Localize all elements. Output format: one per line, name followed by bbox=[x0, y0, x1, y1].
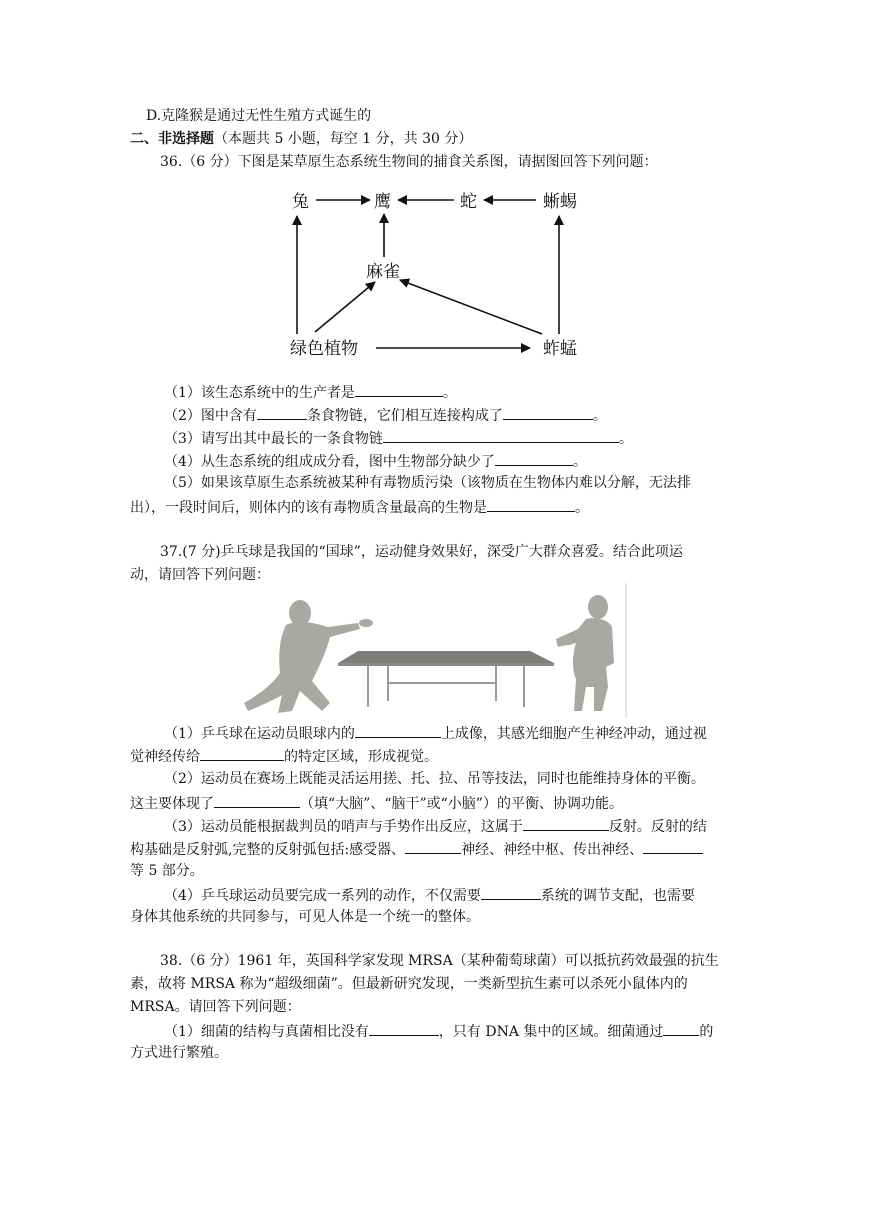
section-note: （本题共 5 小题，每空 1 分，共 30 分） bbox=[214, 131, 473, 147]
food-web-diagram bbox=[270, 182, 610, 367]
section-heading bbox=[130, 130, 472, 148]
answer-blank[interactable] bbox=[369, 1021, 439, 1036]
q38-sub1-line1: （1）细菌的结构与真菌相比没有 ，只有 DNA 集中的区域。细菌通过 的 bbox=[164, 1021, 713, 1041]
answer-blank[interactable] bbox=[643, 839, 703, 854]
q38-sub1-line2: 方式进行繁殖。 bbox=[130, 1045, 228, 1061]
node-snake: 蛇 bbox=[460, 192, 477, 212]
q38-stem-line2: 素，故将 MRSA 称为“超级细菌”。但最新研究发现，一类新型抗生素可以杀死小鼠体内的 bbox=[130, 976, 688, 992]
q36-sub3: （3）请写出其中最长的一条食物链 。 bbox=[164, 428, 633, 448]
arrow-plants-sparrow bbox=[315, 282, 375, 332]
answer-blank[interactable] bbox=[663, 1021, 699, 1036]
q37-sub2-line2: 这主要体现了 （填“大脑”、“脑干”或“小脑”）的平衡、协调功能。 bbox=[130, 793, 623, 813]
q37-sub3-line2: 构基础是反射弧,完整的反射弧包括:感受器、 神经、神经中枢、传出神经、 bbox=[130, 839, 703, 859]
answer-blank[interactable] bbox=[503, 405, 593, 420]
option-d: D.克隆猴是通过无性生殖方式诞生的 bbox=[146, 108, 372, 124]
node-plants: 绿色植物 bbox=[290, 339, 358, 359]
node-rabbit: 兔 bbox=[292, 192, 309, 212]
answer-blank[interactable] bbox=[355, 723, 441, 738]
q37-sub2-line1: （2）运动员在赛场上既能灵活运用搓、托、拉、吊等技法，同时也能维持身体的平衡。 bbox=[164, 771, 705, 787]
q36-sub4: （4）从生态系统的组成成分看，图中生物部分缺少了 。 bbox=[164, 451, 587, 471]
q37-stem-line1: 37.(7 分)乒乓球是我国的“国球”，运动健身效果好，深受广大群众喜爱。结合此项运 bbox=[160, 544, 683, 560]
q36-sub2: （2）图中含有 条食物链，它们相互连接构成了 。 bbox=[164, 405, 607, 425]
table-tennis-image bbox=[238, 583, 628, 718]
node-eagle: 鹰 bbox=[374, 192, 391, 212]
node-sparrow: 麻雀 bbox=[366, 262, 400, 282]
answer-blank[interactable] bbox=[355, 382, 443, 397]
answer-blank[interactable] bbox=[383, 428, 619, 443]
answer-blank[interactable] bbox=[487, 497, 575, 512]
answer-blank[interactable] bbox=[481, 885, 541, 900]
arrow-grasshopper-sparrow bbox=[400, 280, 542, 334]
q37-sub1-line1: （1）乒乓球在运动员眼球内的 上成像，其感光细胞产生神经冲动，通过视 bbox=[164, 723, 707, 743]
q37-sub1-line2: 觉神经传给 的特定区域，形成视觉。 bbox=[130, 746, 438, 766]
answer-blank[interactable] bbox=[257, 405, 307, 420]
answer-blank[interactable] bbox=[405, 839, 461, 854]
answer-blank[interactable] bbox=[214, 793, 300, 808]
q36-sub5-line1: （5）如果该草原生态系统被某种有毒物质污染（该物质在生物体内难以分解，无法排 bbox=[164, 475, 691, 491]
node-grasshopper: 蚱蜢 bbox=[543, 339, 577, 359]
q37-sub4-line1: （4）乒乓球运动员要完成一系列的动作，不仅需要 系统的调节支配，也需要 bbox=[164, 885, 695, 905]
q38-stem-line1: 38.（6 分）1961 年，英国科学家发现 MRSA（某种葡萄球菌）可以抵抗药效最强的抗生 bbox=[160, 953, 719, 969]
q37-sub4-line2: 身体其他系统的共同参与，可见人体是一个统一的整体。 bbox=[130, 909, 480, 925]
node-lizard: 蜥蜴 bbox=[543, 192, 577, 212]
q38-stem-line3: MRSA。请回答下列问题： bbox=[130, 999, 301, 1015]
answer-blank[interactable] bbox=[523, 816, 609, 831]
q36-sub1: （1）该生态系统中的生产者是 。 bbox=[164, 382, 457, 402]
section-title: 二、非选择题 bbox=[130, 131, 214, 147]
q37-sub3-line3: 等 5 部分。 bbox=[130, 863, 204, 879]
q36-stem: 36.（6 分）下图是某草原生态系统生物间的捕食关系图，请据图回答下列问题： bbox=[160, 154, 658, 170]
q37-sub3-line1: （3）运动员能根据裁判员的哨声与手势作出反应，这属于 反射。反射的结 bbox=[164, 816, 707, 836]
q37-stem-line2: 动，请回答下列问题： bbox=[130, 567, 270, 583]
answer-blank[interactable] bbox=[495, 451, 573, 466]
answer-blank[interactable] bbox=[200, 746, 284, 761]
q36-sub5-line2: 出），一段时间后，则体内的该有毒物质含量最高的生物是 。 bbox=[130, 497, 589, 517]
